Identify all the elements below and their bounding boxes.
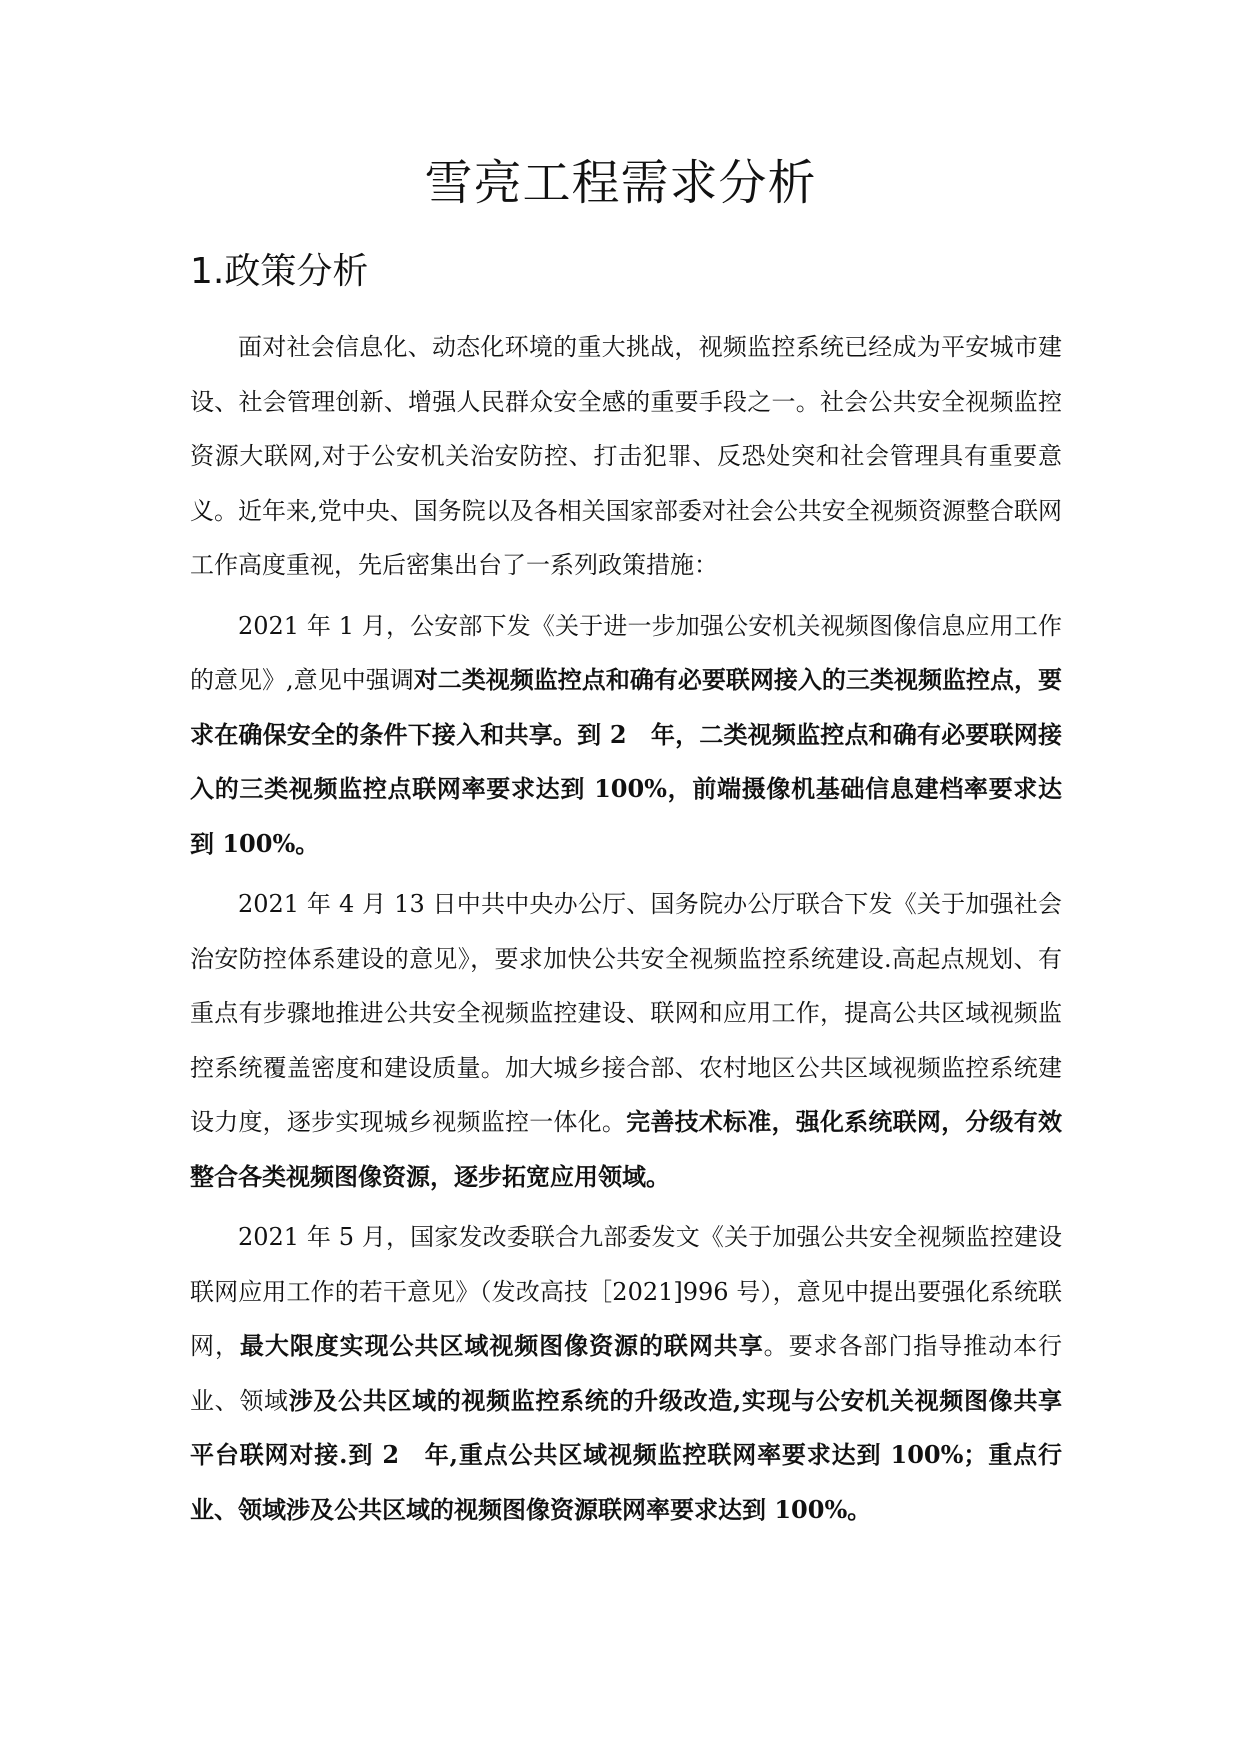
- paragraph-text: 2021 年 1 月，公安部下发《关于进一步加强公安机关视频图像信息应用工作的意见》,意见中强调: [190, 611, 1062, 694]
- paragraph-emphasis: 对二类视频监控点和确有必要联网接入的三类视频监控点，要求在确保安全的条件下接入和共享。到 2 年，二类视频监控点和确有必要联网接入的三类视频监控点联网率要求达到 100%，前端摄像机基础信息建档率要求达到 100%。: [190, 665, 1062, 858]
- document-title: 雪亮工程需求分析: [424, 155, 817, 211]
- paragraph-intro: [190, 320, 1062, 593]
- paragraph-policy-2021-04: [190, 877, 1062, 1204]
- paragraph-emphasis: 完善技术标准，强化系统联网，分级有效整合各类视频图像资源，逐步拓宽应用领域。: [190, 1107, 1063, 1191]
- paragraph-emphasis: 涉及公共区域的视频监控系统的升级改造,实现与公安机关视频图像共享平台联网对接.到 2 年,重点公共区域视频监控联网率要求达到 100%；重点行业、领域涉及公共区域的视频图像资源联网率要求达到 100%。: [190, 1385, 1062, 1524]
- paragraph-text: 。要求各部门指导推动本行业、领域: [190, 1332, 1063, 1415]
- section-heading: 1.政策分析: [190, 251, 369, 292]
- paragraph-text: 2021 年 5 月，国家发改委联合九部委发文《关于加强公共安全视频监控建设联网应用工作的若干意见》（发改高技［2021]996 号），意见中提出要强化系统联网，: [190, 1223, 1062, 1360]
- paragraph-text: 2021 年 4 月 13 日中共中央办公厅、国务院办公厅联合下发《关于加强社会治安防控体系建设的意见》，要求加快公共安全视频监控系统建设.高起点规划、有重点有步骤地推进公共安全视频监控建设、联网和应用工作，提高公共区域视频监控系统覆盖密度和建设质量。加大城乡接合部、农村地区公共区域视频监控系统建设力度，逐步实现城乡视频监控一体化。: [190, 890, 1062, 1136]
- paragraph-text: 面对社会信息化、动态化环境的重大挑战，视频监控系统已经成为平安城市建设、社会管理创新、增强人民群众安全感的重要手段之一。社会公共安全视频监控资源大联网,对于公安机关治安防控、打击犯罪、反恐处突和社会管理具有重要意义。近年来,党中央、国务院以及各相关国家部委对社会公共安全视频资源整合联网工作高度重视，先后密集出台了一系列政策措施：: [190, 333, 1062, 579]
- paragraph-policy-2021-01: [190, 599, 1062, 872]
- paragraph-policy-2021-05: [190, 1210, 1062, 1537]
- document-body: [190, 320, 1062, 1537]
- paragraph-emphasis: 最大限度实现公共区域视频图像资源的联网共享: [239, 1331, 764, 1360]
